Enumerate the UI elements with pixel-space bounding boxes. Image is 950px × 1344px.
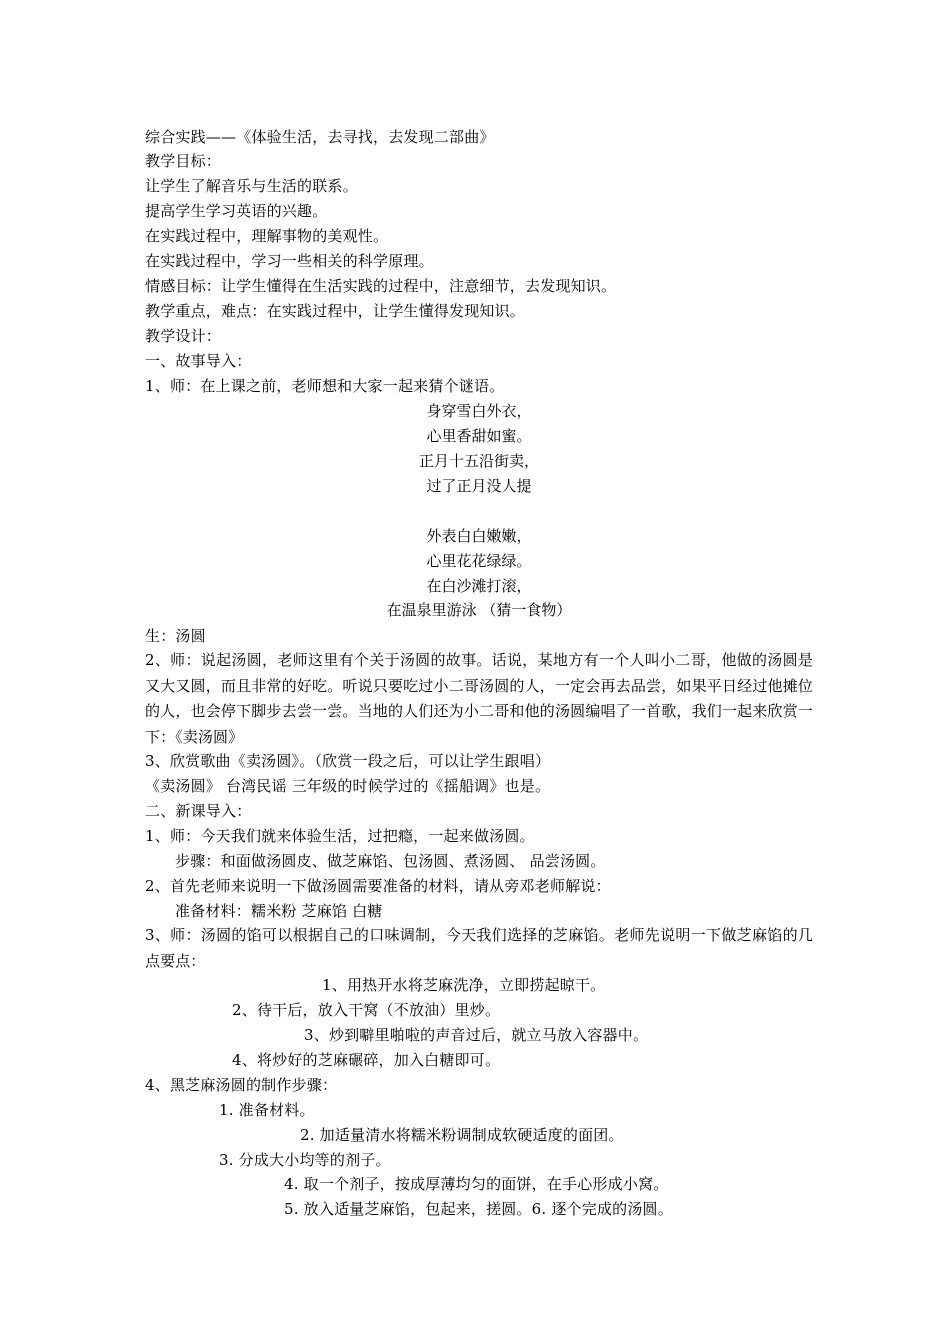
riddle-line: 正月十五沿街卖， (418, 452, 539, 470)
steps-line: 步骤：和面做汤圆皮、做芝麻馅、包汤圆、煮汤圆、 品尝汤圆。 (175, 852, 606, 870)
goal-item: 让学生了解音乐与生活的联系。 (145, 177, 358, 195)
goal-item: 提高学生学习英语的兴趣。 (145, 202, 328, 220)
goals-heading: 教学目标： (145, 152, 222, 170)
goal-item: 在实践过程中，理解事物的美观性。 (145, 227, 389, 245)
section2-item1: 1、师：今天我们就来体验生活，过把瘾，一起来做汤圆。 (145, 827, 535, 845)
point-item: 2、待干后，放入干窝（不放油）里炒。 (232, 1001, 501, 1019)
making-step: 4. 取一个剂子，按成厚薄均匀的面饼，在手心形成小窝。 (284, 1175, 669, 1193)
section1-item1: 1、师：在上课之前，老师想和大家一起来猜个谜语。 (145, 377, 505, 395)
point-item: 3、炒到噼里啪啦的声音过后，就立马放入容器中。 (304, 1026, 649, 1044)
key-points: 教学重点，难点：在实践过程中，让学生懂得发现知识。 (145, 302, 526, 320)
making-step: 1. 准备材料。 (219, 1101, 315, 1119)
emotion-goal: 情感目标：让学生懂得在生活实践的过程中，注意细节，去发现知识。 (145, 277, 617, 295)
materials-line: 准备材料：糯米粉 芝麻馅 白糖 (175, 902, 383, 920)
song-note: 《卖汤圆》 台湾民谣 三年级的时候学过的《摇船调》也是。 (145, 777, 551, 795)
riddle-line: 在温泉里游泳 （猜一食物） (386, 601, 572, 619)
point-item: 1、用热开水将芝麻洗净，立即捞起晾干。 (322, 976, 606, 994)
making-step: 5. 放入适量芝麻馅，包起来，搓圆。6. 逐个完成的汤圆。 (284, 1200, 673, 1218)
story-paragraph: 2、师：说起汤圆，老师这里有个关于汤圆的故事。话说，某地方有一个人叫小二哥，他做的汤圆是又大又圆，而且非常的好吃。听说只要吃过小二哥汤圆的人，一定会再去品尝，如果平日经过他摊位的人，也会停下脚步去尝一尝。当地的人们还为小二哥和他的汤圆编唱了一首歌，我们一起来欣赏一下：《卖汤圆》 (145, 651, 813, 746)
riddle-line: 身穿雪白外衣， (426, 402, 532, 420)
section2-item3: 3、师：汤圆的馅可以根据自己的口味调制，今天我们选择的芝麻馅。老师先说明一下做芝麻馅的几点要点： (145, 926, 813, 970)
design-heading: 教学设计： (145, 327, 222, 345)
document-title: 综合实践——《体验生活，去寻找，去发现二部曲》 (145, 128, 495, 146)
riddle-answer: 生：汤圆 (145, 627, 206, 645)
section2-heading: 二、新课导入： (145, 802, 252, 820)
section1-heading: 一、故事导入： (145, 352, 252, 370)
making-step: 3. 分成大小均等的剂子。 (219, 1151, 391, 1169)
riddle-line: 过了正月没人提 (426, 477, 532, 495)
riddle-line: 外表白白嫩嫩， (426, 527, 532, 545)
section2-item2: 2、首先老师来说明一下做汤圆需要准备的材料，请从旁邓老师解说： (145, 877, 611, 895)
goal-item: 在实践过程中，学习一些相关的科学原理。 (145, 252, 434, 270)
making-step: 2. 加适量清水将糯米粉调制成软硬适度的面团。 (300, 1126, 624, 1144)
riddle-line: 心里香甜如蜜。 (426, 427, 532, 445)
document-page (145, 0, 813, 1344)
riddle-line: 在白沙滩打滚， (426, 577, 532, 595)
section1-item3: 3、欣赏歌曲《卖汤圆》。（欣赏一段之后，可以让学生跟唱） (145, 752, 551, 770)
point-item: 4、将炒好的芝麻碾碎，加入白糖即可。 (232, 1051, 501, 1069)
riddle-line: 心里花花绿绿。 (426, 552, 532, 570)
section2-item4: 4、黑芝麻汤圆的制作步骤： (145, 1076, 338, 1094)
